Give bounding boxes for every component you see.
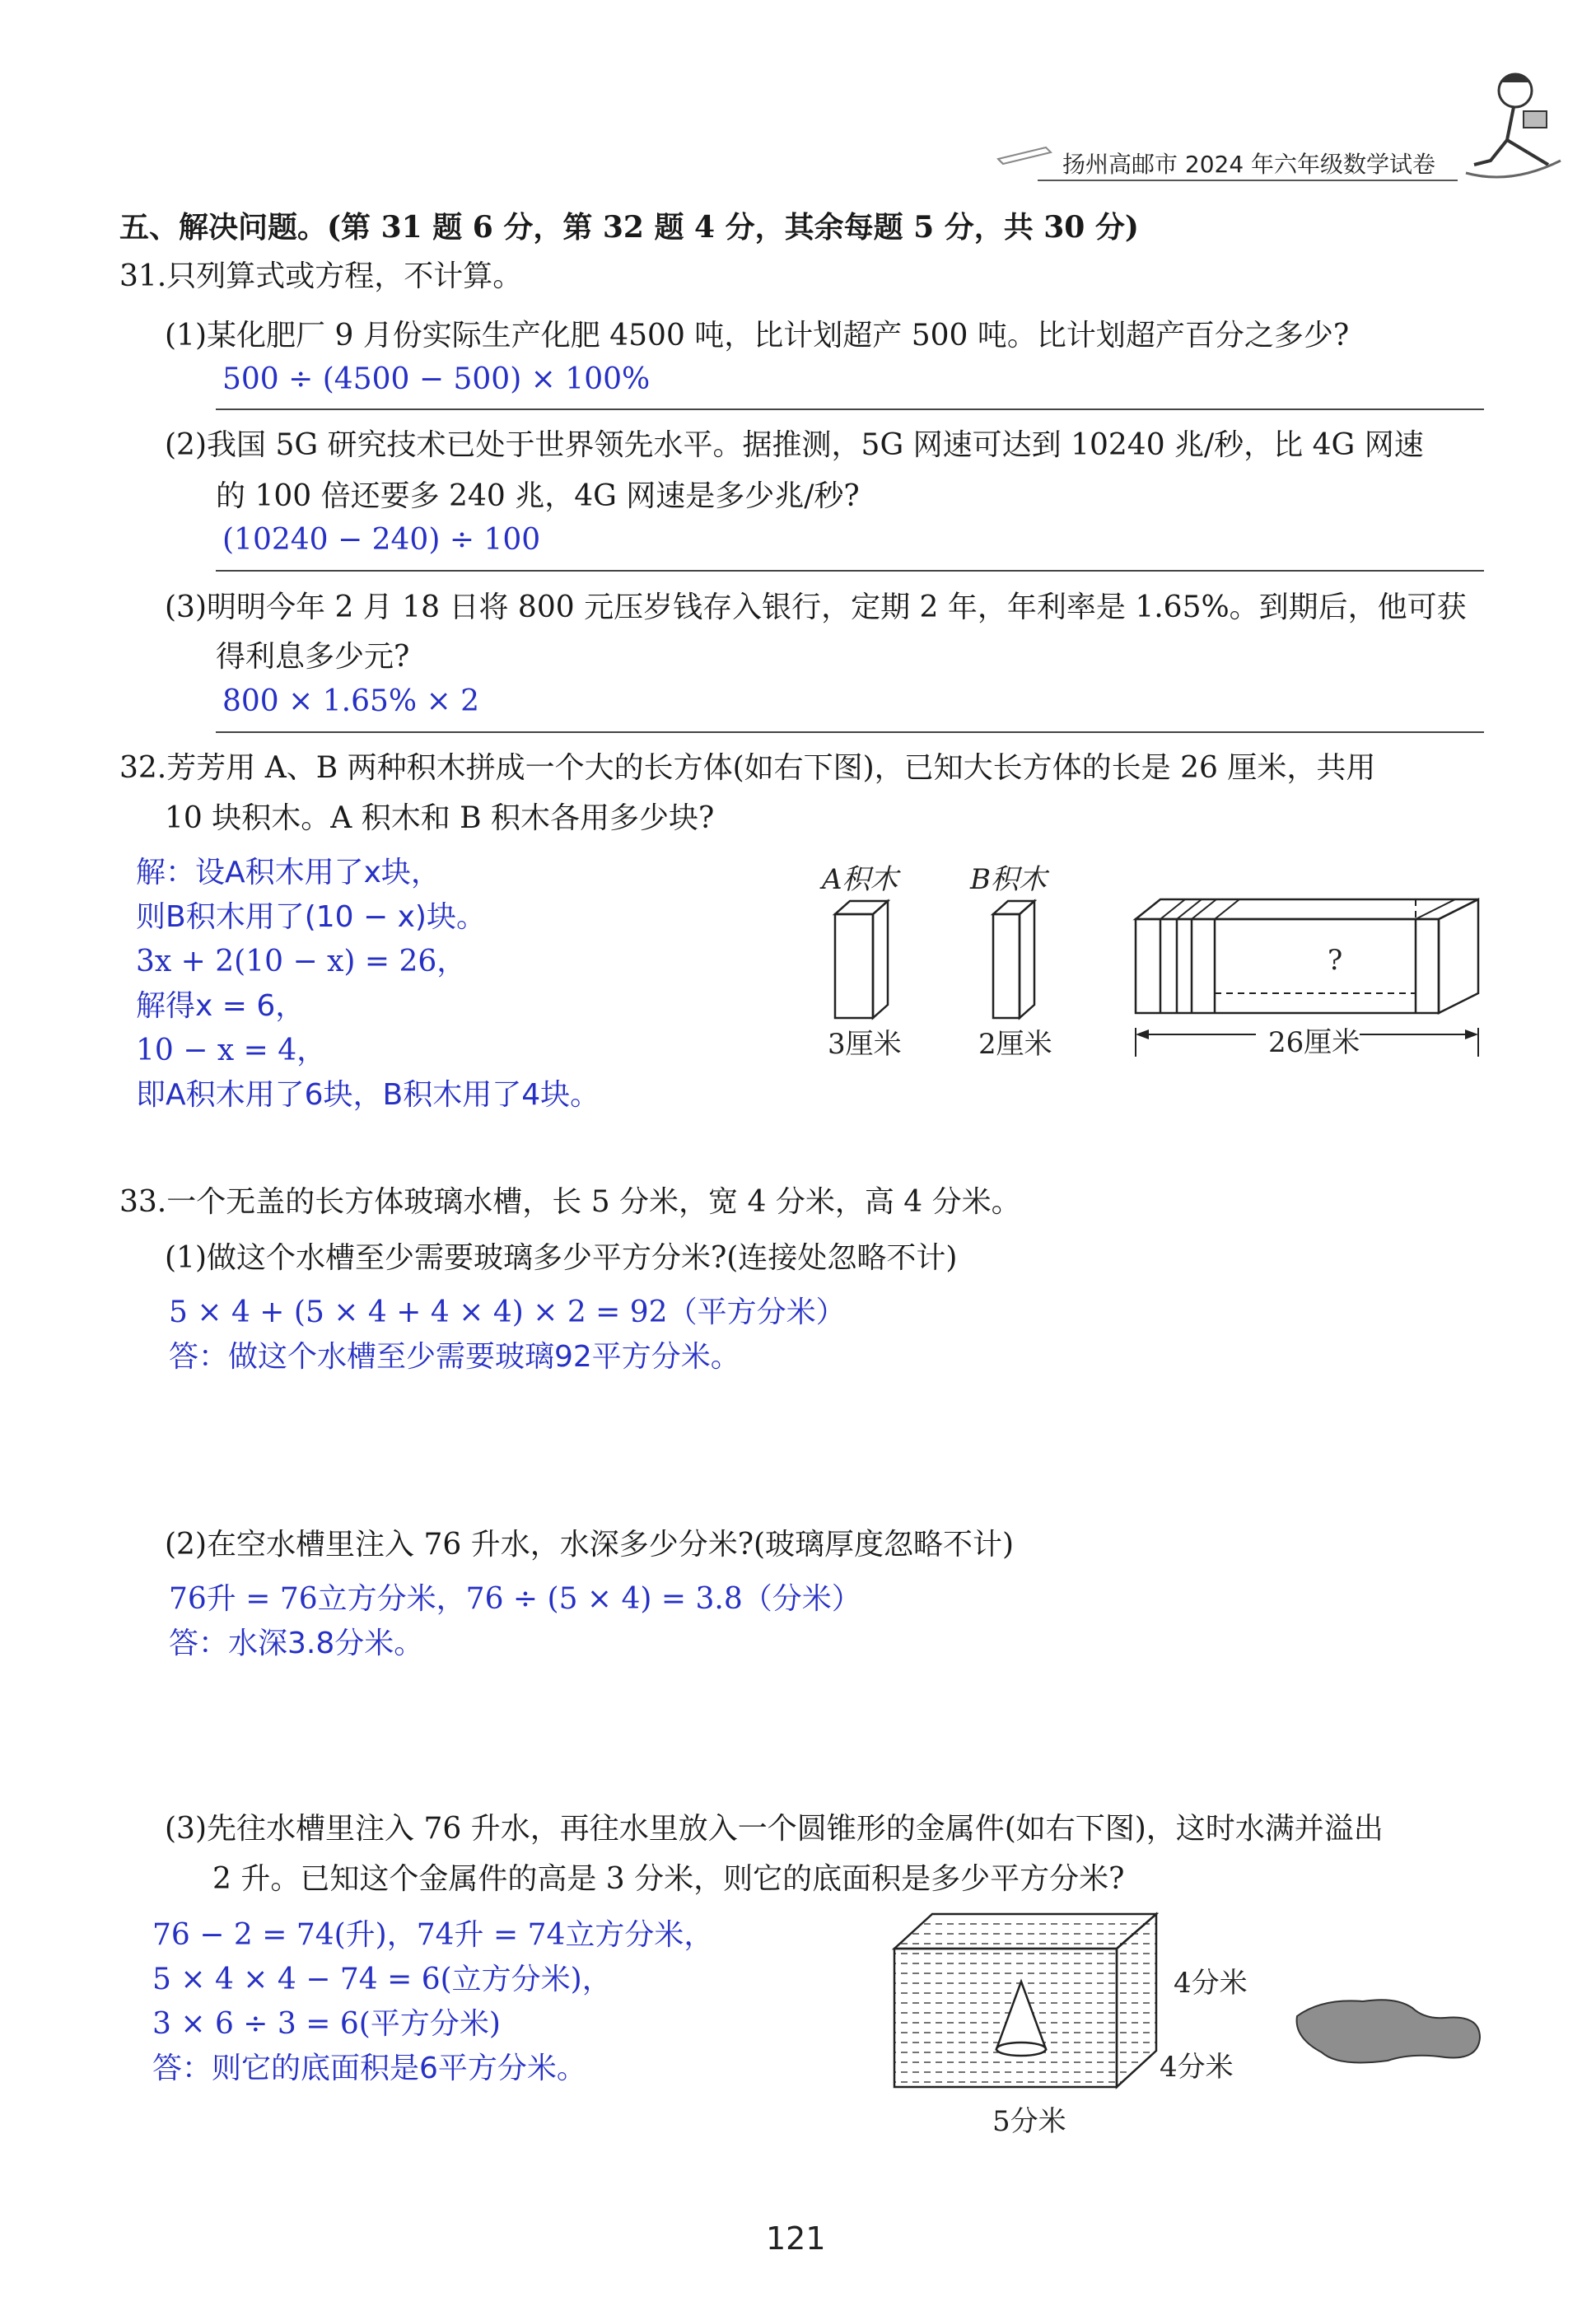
tank-height-label: 4分米 [1174,1967,1248,2000]
q31-p2-answer: (10240 − 240) ÷ 100 [222,523,541,557]
water-tank-figure [889,1909,1178,2107]
page-number: 121 [766,2220,826,2257]
q31-p3-answer: 800 × 1.65% × 2 [222,684,480,718]
q33-p2-answer-2: 答：水深3.8分米。 [169,1627,424,1660]
tank-width-label: 4分米 [1160,2051,1234,2084]
q33-stem: 33.一个无盖的长方体玻璃水槽，长 5 分米，宽 4 分米，高 4 分米。 [119,1185,1021,1219]
block-a-figure [832,898,889,1021]
q32-solution-line-2: 则B积木用了(10 − x)块。 [136,900,486,934]
block-b-figure [990,898,1039,1021]
q33-p3-line2: 2 升。已知这个金属件的高是 3 分米，则它的底面积是多少平方分米? [212,1862,1125,1896]
block-a-label: A积木 [822,863,898,896]
block-b-width-label: 2厘米 [978,1028,1052,1061]
q32-solution-line-4: 解得x = 6， [136,989,306,1023]
q31-p3-line1: (3)明明今年 2 月 18 日将 800 元压岁钱存入银行，定期 2 年，年利率是 1.65%。到期后，他可获 [165,591,1467,624]
q33-p3-solution-2: 5 × 4 × 4 − 74 = 6(立方分米)， [152,1963,612,1996]
q32-solution-line-5: 10 − x = 4， [136,1034,327,1067]
header-pencil-icon [996,144,1054,169]
q33-p3-solution-1: 76 − 2 = 74(升)，74升 = 74立方分米， [152,1918,714,1952]
q33-p3-solution-3: 3 × 6 ÷ 3 = 6(平方分米) [152,2007,501,2041]
block-b-label: B积木 [970,863,1047,896]
section-title: 五、解决问题。(第 31 题 6 分，第 32 题 4 分，其余每题 5 分，共 30 分) [119,210,1139,245]
boy-reading-icon [1449,62,1573,185]
header-rule [1038,180,1458,181]
q33-p3-solution-4: 答：则它的底面积是6平方分米。 [152,2052,586,2085]
q31-p1-answer: 500 ÷ (4500 − 500) × 100% [222,362,651,396]
q31-p3-line2: 得利息多少元? [216,640,410,674]
q33-p3-line1: (3)先往水槽里注入 76 升水，再往水里放入一个圆锥形的金属件(如右下图)，这时水满并溢出 [165,1812,1384,1846]
q32-solution-line-6: 即A积木用了6块，B积木用了4块。 [136,1078,600,1112]
q33-p2-answer-1: 76升 = 76立方分米，76 ÷ (5 × 4) = 3.8（分米） [169,1582,861,1616]
total-length-label: 26厘米 [1268,1026,1360,1059]
q33-p1-answer-2: 答：做这个水槽至少需要玻璃92平方分米。 [169,1340,740,1374]
q33-p1-answer-1: 5 × 4 + (5 × 4 + 4 × 4) × 2 = 92（平方分米） [169,1296,846,1329]
q33-p2-text: (2)在空水槽里注入 76 升水，水深多少分米?(玻璃厚度忽略不计) [165,1528,1015,1562]
q32-line2: 10 块积木。A 积木和 B 积木各用多少块? [165,801,715,835]
q32-line1: 32.芳芳用 A、B 两种积木拼成一个大的长方体(如右下图)，已知大长方体的长是 26 厘米，共用 [119,751,1376,785]
block-a-width-label: 3厘米 [828,1028,902,1061]
metal-piece-blob-figure [1289,1991,1486,2066]
question-mark-label: ? [1328,944,1343,977]
q32-solution-line-1: 解：设A积木用了x块， [136,856,441,889]
q31-p2-line2: 的 100 倍还要多 240 兆，4G 网速是多少兆/秒? [216,479,860,513]
q31-p1-answer-line [216,409,1484,410]
q31-p3-answer-line [216,731,1484,733]
q31-stem: 31.只列算式或方程，不计算。 [119,259,523,293]
q31-p2-answer-line [216,570,1484,572]
q31-p1-text: (1)某化肥厂 9 月份实际生产化肥 4500 吨，比计划超产 500 吨。比计划超产百分之多少? [165,319,1350,352]
q33-p1-text: (1)做这个水槽至少需要玻璃多少平方分米?(连接处忽略不计) [165,1241,958,1275]
q32-solution-line-3: 3x + 2(10 − x) = 26， [136,945,467,978]
header-title: 扬州高邮市 2024 年六年级数学试卷 [1062,151,1436,178]
tank-length-label: 5分米 [992,2105,1066,2138]
q31-p2-line1: (2)我国 5G 研究技术已处于世界领先水平。据推测，5G 网速可达到 10240 兆/秒，比 4G 网速 [165,428,1424,462]
